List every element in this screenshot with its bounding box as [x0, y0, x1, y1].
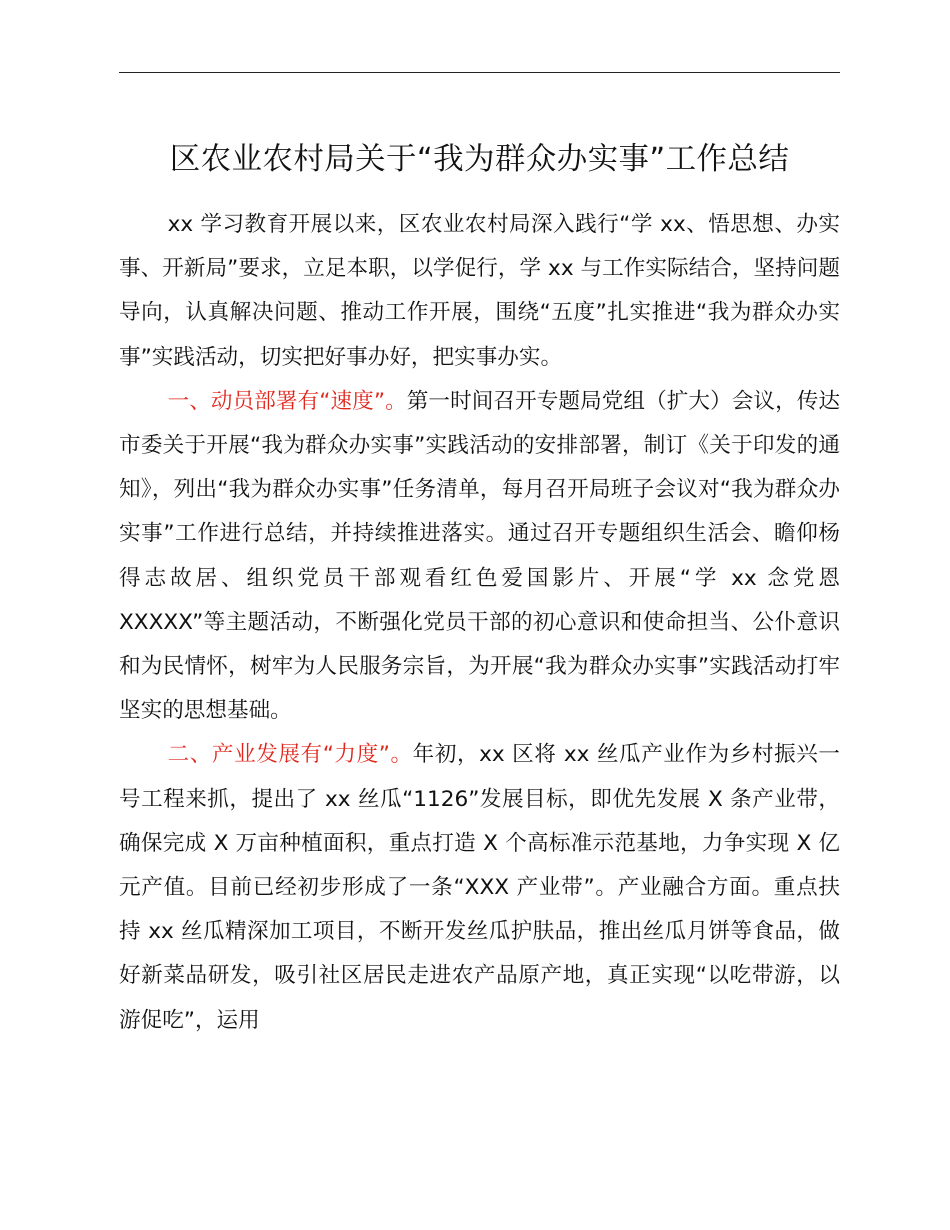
paragraph-section-2	[119, 733, 840, 1042]
section-heading: 一、动员部署有“速度”。	[167, 388, 407, 414]
paragraph-intro	[119, 203, 840, 380]
header-rule	[119, 72, 840, 73]
section-heading: 二、产业发展有“力度”。	[167, 742, 413, 768]
document-body	[119, 203, 840, 1043]
paragraph-text: 年初，xx 区将 xx 丝瓜产业作为乡村振兴一号工程来抓，提出了 xx 丝瓜“1126”发展目标，即优先发展 X 条产业带，确保完成 X 万亩种植面积，重点打造 X 个高标准示范基地，力争实现 X 亿元产值。目前已经初步形成了一条“XXX 产业带”。产业融合方面。重点扶持 xx 丝瓜精深加工项目，不断开发丝瓜护肤品，推出丝瓜月饼等食品，做好新菜品研发，吸引社区居民走进农产品原产地，真正实现“以吃带游，以游促吃”，运用	[119, 742, 840, 1033]
document-title: 区农业农村局关于“我为群众办实事”工作总结	[169, 142, 790, 177]
paragraph-text: xx 学习教育开展以来，区农业农村局深入践行“学 xx、悟思想、办实事、开新局”要求，立足本职，以学促行，学 xx 与工作实际结合，坚持问题导向，认真解决问题、推动工作开展，围绕“五度”扎实推进“我为群众办实事”实践活动，切实把好事办好，把实事办实。	[119, 212, 840, 370]
paragraph-text: 第一时间召开专题局党组（扩大）会议，传达市委关于开展“我为群众办实事”实践活动的安排部署，制订《关于印发的通知》，列出“我为群众办实事”任务清单，每月召开局班子会议对“我为群众办实事”工作进行总结，并持续推进落实。通过召开专题组织生活会、瞻仰杨得志故居、组织党员干部观看红色爱国影片、开展“学 xx 念党恩 XXXXX”等主题活动，不断强化党员干部的初心意识和使命担当、公仆意识和为民情怀，树牢为人民服务宗旨，为开展“我为群众办实事”实践活动打牢坚实的思想基础。	[119, 388, 840, 724]
paragraph-section-1	[119, 380, 840, 734]
